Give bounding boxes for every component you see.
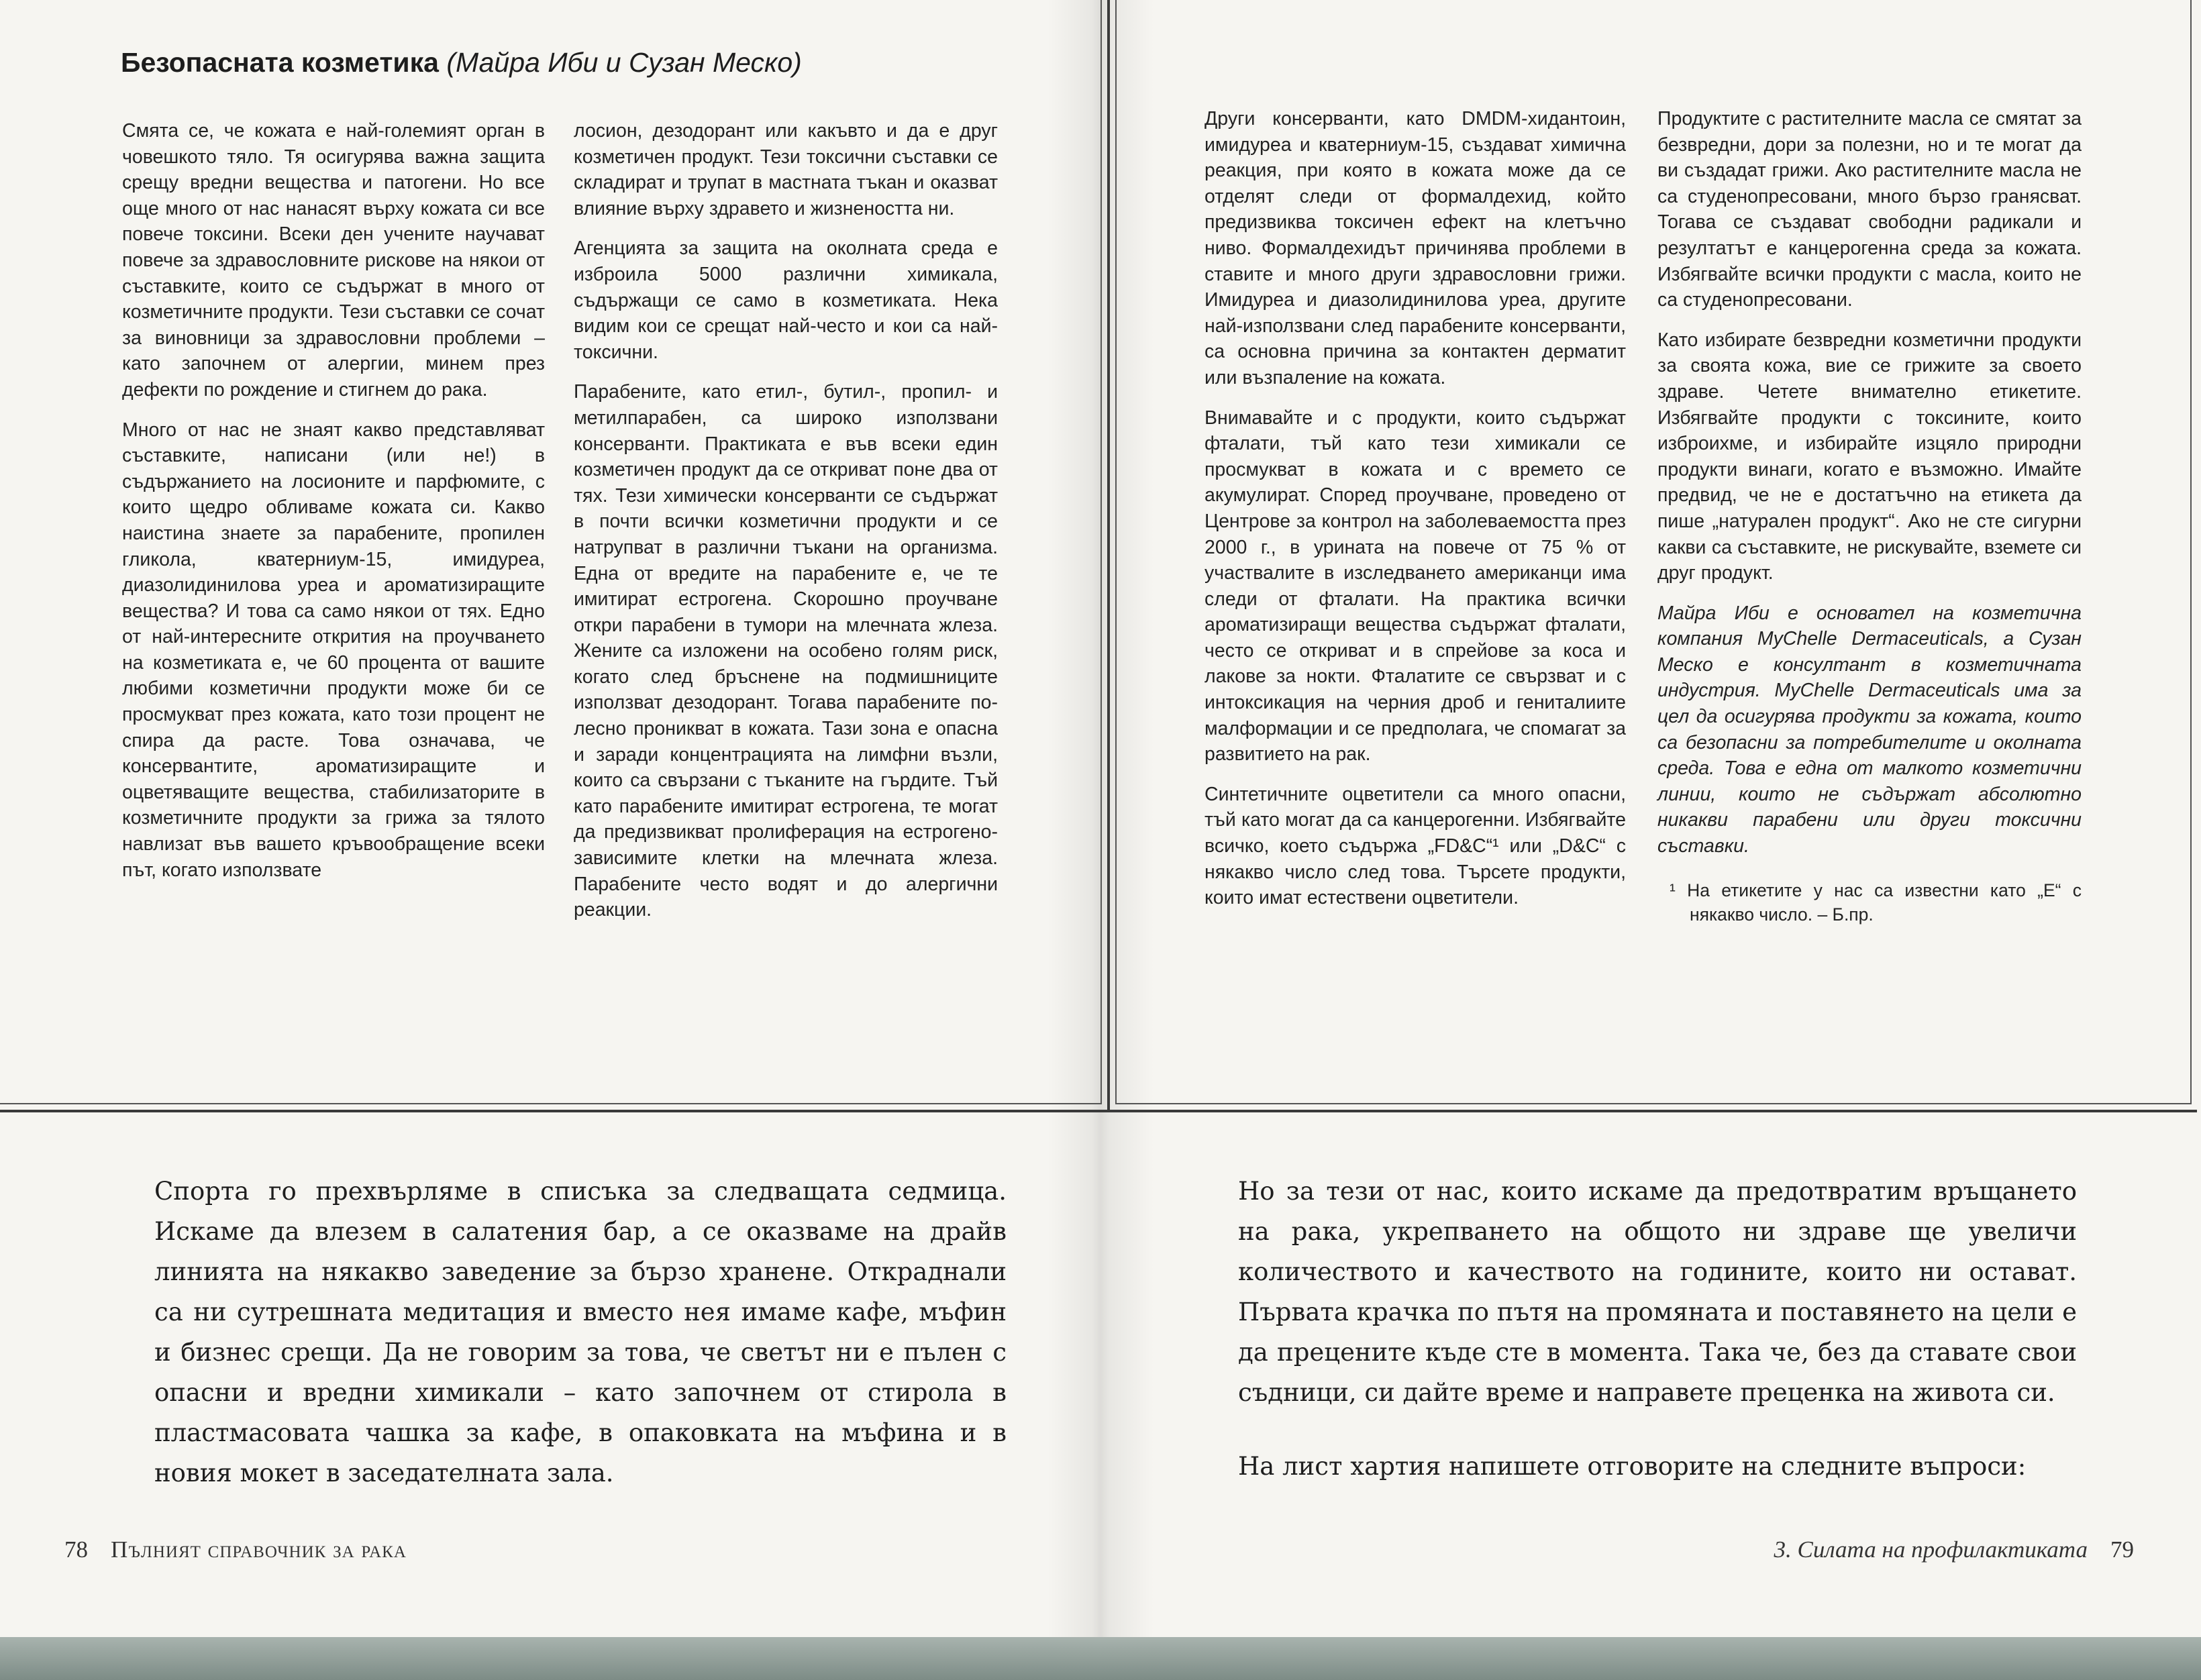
page-number-right: 79 [2110, 1536, 2134, 1563]
sidebar-column-3 [1205, 106, 1626, 925]
paragraph: Агенцията за защита на околната среда е изброила 5000 различни химикала, съдържащи се само в козметиката. Нека видим кои се срещат най-често и кои са най-токсични. [574, 238, 998, 363]
paragraph: лосион, дезодорант или какъвто и да е друг козметичен продукт. Тези токсични съставки се складират и трупат в мастната тъкан и оказват влияние върху здравето и жизнеността ни. [574, 120, 998, 219]
body-text-left [154, 1171, 1007, 1493]
scan-background-edge [0, 1637, 2201, 1680]
paragraph: Но за тези от нас, които искаме да предотвратим връщането на рака, укрепването на общото ни здраве ще увеличи количеството и качеството на годините, които ни остават. Първата крачка по пътя на промяната и поставянето на цели е да прецените къде сте в момента. Така че, без да ставате свои съдници, си дайте време и направете преценка на живота си. [1238, 1177, 2077, 1407]
sidebar-title [121, 47, 802, 78]
paragraph: Продуктите с растителните масла се смятат за безвредни, дори за полезни, но и те могат да ви създадат грижи. Ако растителните масла не са студенопресовани, много бързо гранясват. Тогава се създават свободни радикали и резултатът е канцерогенна среда за кожата. Избягвайте всички продукти с масла, които не са студенопресовани. [1657, 108, 2082, 311]
paragraph: На лист хартия напишете отговорите на следните въпроси: [1238, 1452, 2027, 1481]
paragraph: Внимавайте и с продукти, които съдържат фталати, тъй като тези химикали се просмукват в кожата и с времето се акумулират. Според проучване, проведено от Центрове за контрол на заболеваемостта през 2000 г., в урината на повече от 75 % от участвалите в изследването американци има следи от фталати. На практика всички ароматизиращи вещества съдържат фталати, често се откриват и в спрейове за коса и лакове за нокти. Фталатите се свързват и с интоксикация на черния дроб и гениталиите малформации и се предполага, че спомагат за развитието на рак. [1205, 407, 1626, 766]
body-text-right [1238, 1171, 2077, 1487]
paragraph: Много от нас не знаят какво представляват съставките, написани (или не!) в съдържанието на лосионите и парфюмите, с които щедро обливаме кожата си. Какво наистина знаете за парабените, пропилен гликола, кватерниум-15, имидуреа, диазолидинилова уреа и ароматизиращите вещества? И това са само някои от тях. Едно от най-интересните открития на проучването на козметиката е, че 60 процента от вашите любими козметични продукти може би се просмукват през кожата, като този процент не спира да расте. Това означава, че консервантите, ароматизиращите и оцветяващите вещества, стабилизаторите в козметичните продукти за грижа за тялото навлизат във вашето кръвообращение всеки път, когато използвате [122, 419, 545, 881]
sidebar-title-main: Безопасната козметика [121, 47, 439, 78]
sidebar-column-1 [122, 118, 545, 897]
running-title-left: Пълният справочник за рака [111, 1536, 407, 1563]
sidebar-column-4 [1657, 106, 2082, 941]
footer-right [1774, 1536, 2134, 1563]
footnote: ¹ На етикетите у нас са известни като „Е“ с някакво число. – Б.пр. [1670, 880, 2082, 925]
sidebar-title-authors: (Майра Иби и Сузан Меско) [438, 47, 802, 78]
paragraph: Смята се, че кожата е най-големият орган в човешкото тяло. Тя осигурява важна защита срещу вредни вещества и патогени. Но все още много от нас нанасят върху кожата си все повече токсини. Всеки ден учените научават повече за здравословните рискове на някои от съставките, които се съдържат в много от козметичните продукти. Тези съставки се сочат за виновници за здравословни проблеми – като започнем от алергии, минем през дефекти по рождение и стигнем до рака. [122, 120, 545, 401]
paragraph: Парабените, като етил-, бутил-, пропил- и метилпарабен, са широко използвани консерванти. Практиката е във всеки един козметичен продукт да се откриват поне два от тях. Тези химически консерванти се съдържат в почти всички козметични продукти и се натрупват в различни тъкани на организма. Една от вредите на парабените е, че те имитират естрогена. Скорошно проучване откри парабени в тумори на млечната жлеза. Жените са изложени на особено голям риск, когато след бръснене на подмишниците използват дезодорант. Тогава парабените по-лесно проникват в кожата. Тази зона е опасна и заради концентрацията на лимфни възли, които са свързани с тъканите на гърдите. Тъй като парабените имитират естрогена, те могат да предизвикват пролиферация на естрогено-зависимите клетки на млечната жлеза. Парабените често водят и до алергични реакции. [574, 381, 998, 921]
paragraph: Спорта го прехвърляме в списъка за следващата седмица. Искаме да влезем в салатения бар, а се оказваме на драйв линията на някакво заведение за бързо хранене. Откраднали са ни сутрешната медитация и вместо нея имаме кафе, мъфин и бизнес срещи. Да не говорим за това, че светът ни е пълен с опасни и вредни химикали – като започнем от стирола в пластмасовата чашка за кафе, в опаковката на мъфина и в новия мокет в заседателната зала. [154, 1177, 1007, 1487]
paragraph: Други консерванти, като DMDM-хидантоин, имидуреа и кватерниум-15, създават химична реакция, при която в кожата може да се отделят следи от формалдехид, който предизвиква токсичен ефект на клетъчно ниво. Формалдехидът причинява проблеми в ставите и много други здравословни грижи. Имидуреа и диазолидинилова уреа, другите най-използвани след парабените консерванти, са основна причина за контактен дерматит или възпаление на кожата. [1205, 108, 1626, 388]
author-bio: Майра Иби е основател на козметична компания MyChelle Dermaceuticals, а Сузан Меско е консултант в козметичната индустрия. MyChelle Dermaceuticals има за цел да осигурява продукти за кожата, които са безопасни за потребителите и околната среда. Това е една от малкото козметични линии, които не съдържат абсолютно никакви парабени или други токсични съставки. [1657, 602, 2082, 857]
page-number-left: 78 [64, 1536, 88, 1563]
running-title-right: 3. Силата на профилактиката [1774, 1536, 2088, 1563]
paragraph: Синтетичните оцветители са много опасни, тъй като могат да са канцерогенни. Избягвайте всичко, което съдържа „FD&C“¹ или „D&C“ с някакво число след това. Търсете продукти, които имат естествени оцветители. [1205, 783, 1626, 909]
paragraph: Като избирате безвредни козметични продукти за своята кожа, вие се грижите за своето здраве. Четете внимателно етикетите. Избягвайте продукти с токсините, които изброихме, и избирайте изцяло природни продукти винаги, когато е възможно. Имайте предвид, че не е достатъчно на етикета да пише „натурален продукт“. Ако не сте сигурни какви са съставките, не рискувайте, вземете си друг продукт. [1657, 329, 2082, 584]
sidebar-column-2 [574, 118, 998, 937]
footer-left [64, 1536, 407, 1563]
